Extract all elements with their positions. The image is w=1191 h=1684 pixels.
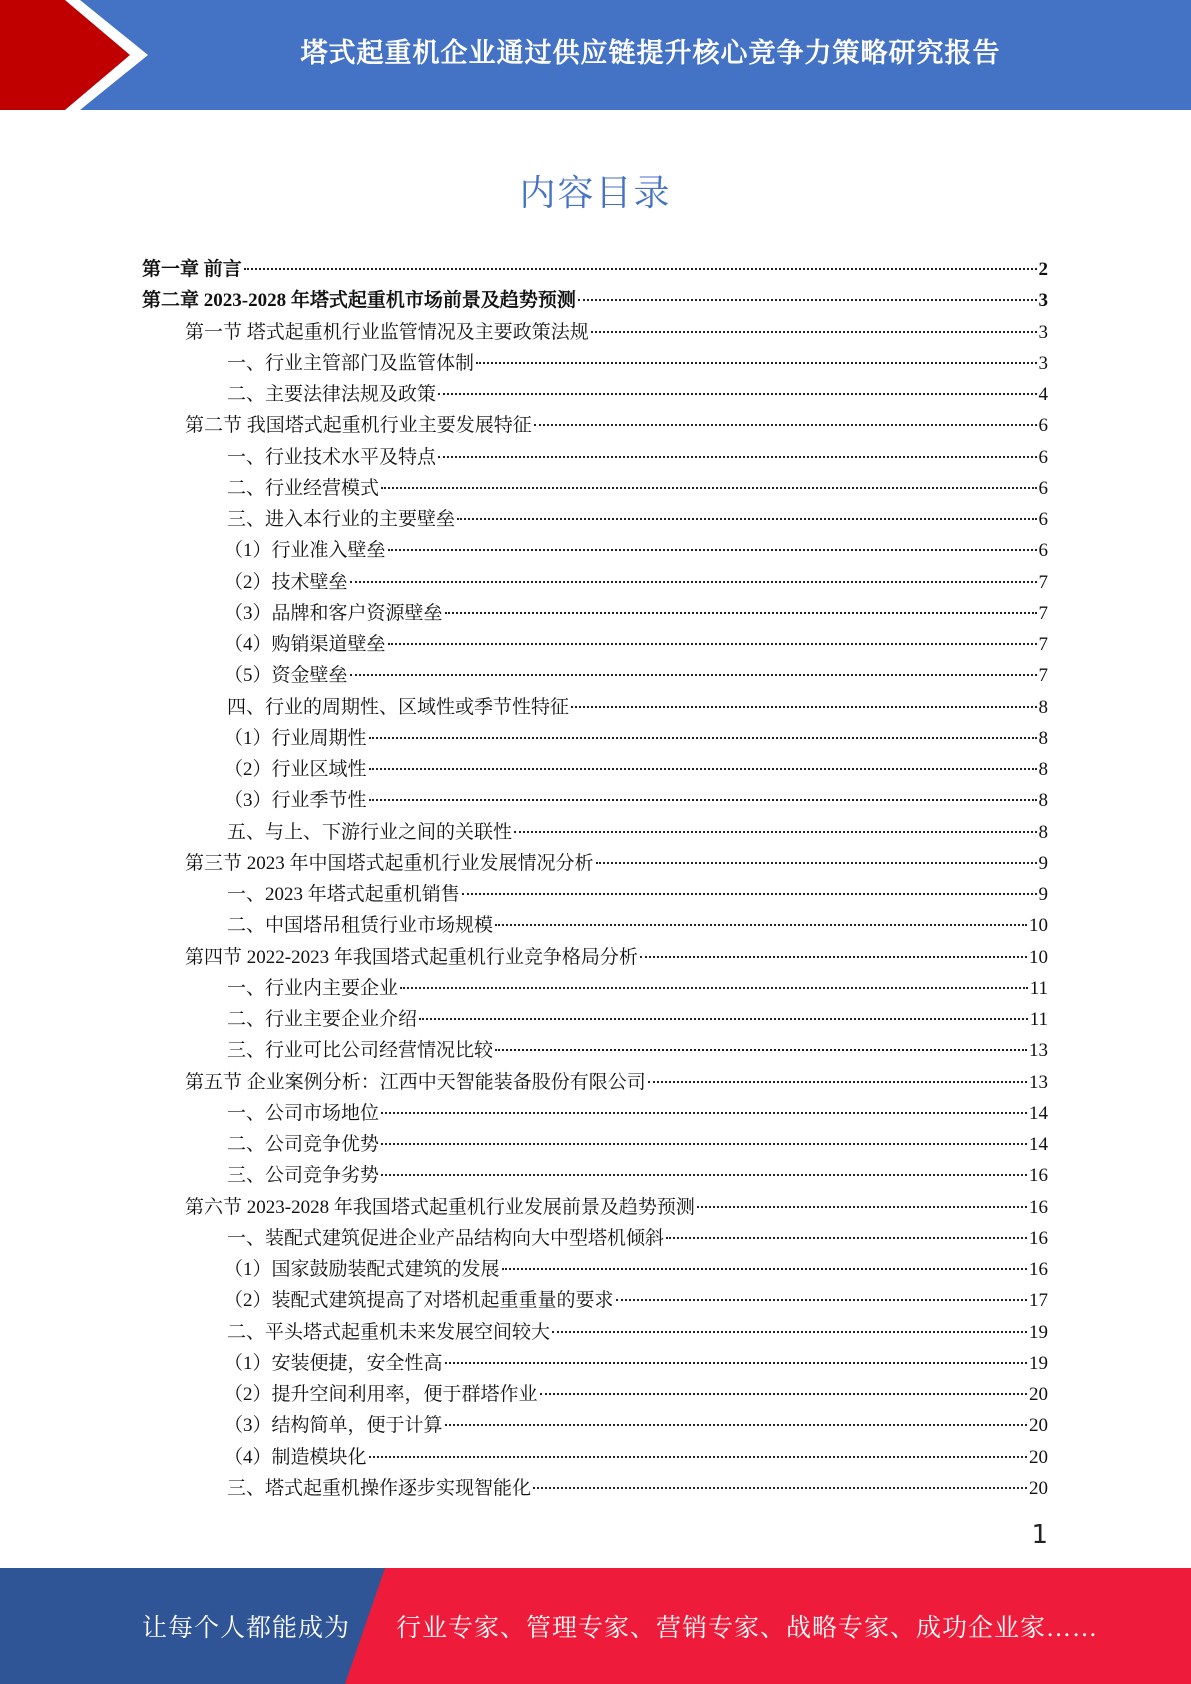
toc-dot-leader [350,674,1037,676]
toc-entry-title: （2）提升空间利用率，便于群塔作业 [224,1384,538,1405]
toc-entry[interactable] [142,754,1048,785]
toc-dot-leader [514,831,1036,833]
toc-entry[interactable] [142,254,1048,285]
toc-entry-page: 17 [1029,1290,1048,1312]
toc-entry-page: 16 [1029,1196,1048,1218]
toc-dot-leader [369,799,1037,801]
toc-entry-title: 一、行业技术水平及特点 [227,446,437,468]
toc-entry-page: 3 [1038,321,1048,343]
toc-entry-page: 20 [1029,1415,1048,1437]
toc-entry-title: 第三节 2023 年中国塔式起重机行业发展情况分析 [185,852,594,874]
toc-entry[interactable] [142,317,1048,348]
toc-entry-page: 6 [1038,509,1048,530]
toc-entry-title: 一、2023 年塔式起重机销售 [227,884,460,905]
toc-entry-title: 二、平头塔式起重机未来发展空间较大 [227,1321,551,1343]
toc-entry[interactable] [142,1348,1048,1379]
toc-dot-leader [350,581,1037,583]
toc-entry-page: 20 [1029,1384,1048,1405]
toc-entry[interactable] [142,285,1048,316]
toc-entry-page: 9 [1038,852,1048,874]
toc-entry-title: 二、公司竞争优势 [227,1134,380,1155]
toc-entry-title: 第一节 塔式起重机行业监管情况及主要政策法规 [185,321,589,343]
toc-entry-title: 一、行业主管部门及监管体制 [227,352,475,374]
toc-dot-leader [381,1174,1027,1176]
toc-entry-page: 6 [1038,540,1048,562]
toc-entry-title: （5）资金壁垒 [224,665,348,687]
toc-entry[interactable] [142,660,1048,691]
toc-dot-leader [457,518,1036,520]
toc-entry-page: 19 [1029,1352,1048,1374]
header-title: 塔式起重机企业通过供应链提升核心竞争力策略研究报告 [300,37,1001,69]
toc-dot-leader [495,924,1027,926]
toc-entry-page: 7 [1038,634,1048,655]
toc-dot-leader [666,1237,1027,1239]
toc-entry-title: （4）购销渠道壁垒 [224,634,386,655]
footer-slogan-left: 让每个人都能成为 [142,1615,351,1642]
toc-entry[interactable] [142,1098,1048,1129]
toc-entry-title: 第五节 企业案例分析：江西中天智能装备股份有限公司 [185,1071,646,1093]
toc-dot-leader [369,768,1037,770]
toc-dot-leader [571,706,1036,708]
toc-entry-title: 二、中国塔吊租赁行业市场规模 [227,915,494,937]
toc-entry[interactable] [142,410,1048,441]
toc-entry-title: 第二节 我国塔式起重机行业主要发展特征 [185,415,532,437]
page-footer [0,1568,1191,1684]
toc-entry-page: 10 [1029,946,1048,968]
toc-entry-page: 8 [1038,821,1048,843]
toc-entry-title: （1）行业准入壁垒 [224,540,386,562]
toc-dot-leader [438,393,1036,395]
toc-entry-page: 11 [1029,1009,1048,1030]
toc-entry[interactable] [142,1285,1048,1316]
toc-entry[interactable] [142,879,1048,910]
toc-entry-page: 8 [1038,696,1048,718]
toc-entry[interactable] [142,1410,1048,1441]
toc-entry-page: 7 [1038,602,1048,624]
toc-entry[interactable] [142,1129,1048,1160]
toc-dot-leader [369,1456,1027,1458]
toc-entry-page: 16 [1029,1259,1048,1280]
toc-dot-leader [445,612,1037,614]
toc-entry-page: 13 [1029,1040,1048,1062]
toc-entry-title: （4）制造模块化 [224,1446,367,1468]
toc-dot-leader [495,1049,1027,1051]
toc-entry-title: （2）技术壁垒 [224,571,348,593]
toc-entry[interactable] [142,598,1048,629]
toc-entry-title: 三、塔式起重机操作逐步实现智能化 [227,1477,532,1499]
toc-entry[interactable] [142,723,1048,754]
toc-entry[interactable] [142,1223,1048,1254]
toc-entry[interactable] [142,785,1048,816]
toc-entry-page: 19 [1029,1321,1048,1343]
toc-dot-leader [578,299,1037,301]
toc-entry-page: 20 [1029,1477,1048,1499]
toc-entry-title: 一、装配式建筑促进企业产品结构向大中型塔机倾斜 [227,1227,665,1249]
toc-dot-leader [697,1206,1027,1208]
toc-entry-page: 16 [1029,1165,1048,1187]
page-number: 1 [1031,1520,1048,1550]
toc-entry-page: 6 [1038,446,1048,468]
toc-entry[interactable] [142,817,1048,848]
toc-entry[interactable] [142,1035,1048,1066]
toc-dot-leader [400,987,1028,989]
toc-entry-title: （2）行业区域性 [224,759,367,780]
toc-entry-title: 二、行业主要企业介绍 [227,1009,418,1030]
toc-entry-page: 8 [1038,790,1048,812]
toc-entry[interactable] [142,1442,1048,1473]
toc-dot-leader [244,268,1037,270]
toc-dot-leader [462,893,1037,895]
toc-entry-title: 一、行业内主要企业 [227,977,399,999]
toc-entry-title: 第二章 2023-2028 年塔式起重机市场前景及趋势预测 [142,290,576,312]
toc-entry-page: 6 [1038,477,1048,499]
toc-entry-page: 14 [1029,1134,1048,1155]
toc-entry-title: 二、主要法律法规及政策 [227,384,437,405]
toc-dot-leader [540,1393,1027,1395]
toc-dot-leader [445,1424,1027,1426]
toc-entry[interactable] [142,692,1048,723]
toc-entry[interactable] [142,1067,1048,1098]
toc-entry-title: 三、进入本行业的主要壁垒 [227,509,456,530]
toc-entry[interactable] [142,567,1048,598]
toc-entry-page: 13 [1029,1071,1048,1093]
toc-entry-title: 三、行业可比公司经营情况比较 [227,1040,494,1062]
toc-entry-title: （3）行业季节性 [224,790,367,812]
toc-dot-leader [648,1081,1027,1083]
toc-title: 内容目录 [519,173,672,214]
toc-entry-title: （2）装配式建筑提高了对塔机起重重量的要求 [224,1290,614,1312]
toc-entry[interactable] [142,1254,1048,1285]
footer-slogan-right: 行业专家、管理专家、营销专家、战略专家、成功企业家…… [396,1615,1099,1642]
toc-entry-title: （1）行业周期性 [224,727,367,749]
toc-entry-title: 四、行业的周期性、区域性或季节性特征 [227,696,570,718]
toc-entry[interactable] [142,1160,1048,1191]
toc-entry-page: 8 [1038,759,1048,780]
toc-entry[interactable] [142,1192,1048,1223]
toc-dot-leader [381,487,1036,489]
page-header [0,0,1191,110]
toc-entry[interactable] [142,848,1048,879]
toc-entry[interactable] [142,629,1048,660]
toc-entry-title: （3）结构简单，便于计算 [224,1415,443,1437]
toc-dot-leader [552,1331,1027,1333]
table-of-contents [142,254,1048,1504]
toc-dot-leader [534,424,1037,426]
toc-entry-page: 3 [1038,290,1048,312]
toc-entry[interactable] [142,1473,1048,1504]
toc-entry-title: 第四节 2022-2023 年我国塔式起重机行业竞争格局分析 [185,946,638,968]
toc-entry-page: 20 [1029,1446,1048,1468]
toc-entry-page: 9 [1038,884,1048,905]
toc-entry[interactable] [142,473,1048,504]
toc-entry[interactable] [142,1317,1048,1348]
toc-dot-leader [640,956,1027,958]
toc-entry-title: （1）安装便捷，安全性高 [224,1352,443,1374]
toc-entry[interactable] [142,535,1048,566]
toc-entry-page: 7 [1038,665,1048,687]
toc-entry-title: 一、公司市场地位 [227,1102,380,1124]
toc-dot-leader [419,1018,1028,1020]
toc-dot-leader [476,362,1036,364]
toc-entry-page: 14 [1029,1102,1048,1124]
toc-entry-page: 16 [1029,1227,1048,1249]
toc-entry[interactable] [142,973,1048,1004]
toc-dot-leader [596,862,1037,864]
toc-dot-leader [381,1143,1027,1145]
toc-entry-page: 4 [1038,384,1048,405]
toc-entry-title: （3）品牌和客户资源壁垒 [224,602,443,624]
toc-dot-leader [388,643,1037,645]
toc-entry[interactable] [142,379,1048,410]
toc-entry[interactable] [142,942,1048,973]
toc-dot-leader [502,1268,1027,1270]
toc-entry-page: 3 [1038,352,1048,374]
toc-entry-page: 6 [1038,415,1048,437]
toc-dot-leader [533,1487,1027,1489]
toc-entry-page: 2 [1038,259,1048,280]
toc-dot-leader [381,1112,1027,1114]
toc-entry[interactable] [142,348,1048,379]
toc-entry-title: 二、行业经营模式 [227,477,380,499]
toc-entry[interactable] [142,1379,1048,1410]
toc-dot-leader [591,331,1037,333]
toc-entry-page: 10 [1029,915,1048,937]
toc-entry[interactable] [142,910,1048,941]
toc-entry-title: 三、公司竞争劣势 [227,1165,380,1187]
header-arrow-decoration [0,0,160,110]
toc-entry-title: 第六节 2023-2028 年我国塔式起重机行业发展前景及趋势预测 [185,1196,695,1218]
toc-entry[interactable] [142,442,1048,473]
toc-entry-page: 11 [1029,977,1048,999]
toc-dot-leader [438,456,1036,458]
toc-entry-page: 7 [1038,571,1048,593]
toc-entry[interactable] [142,504,1048,535]
toc-entry-title: 第一章 前言 [142,259,242,280]
toc-dot-leader [616,1299,1027,1301]
toc-dot-leader [445,1362,1027,1364]
toc-entry-title: 五、与上、下游行业之间的关联性 [227,821,513,843]
toc-entry-title: （1）国家鼓励装配式建筑的发展 [224,1259,500,1280]
toc-entry-page: 8 [1038,727,1048,749]
toc-dot-leader [369,737,1037,739]
toc-dot-leader [388,549,1037,551]
toc-entry[interactable] [142,1004,1048,1035]
